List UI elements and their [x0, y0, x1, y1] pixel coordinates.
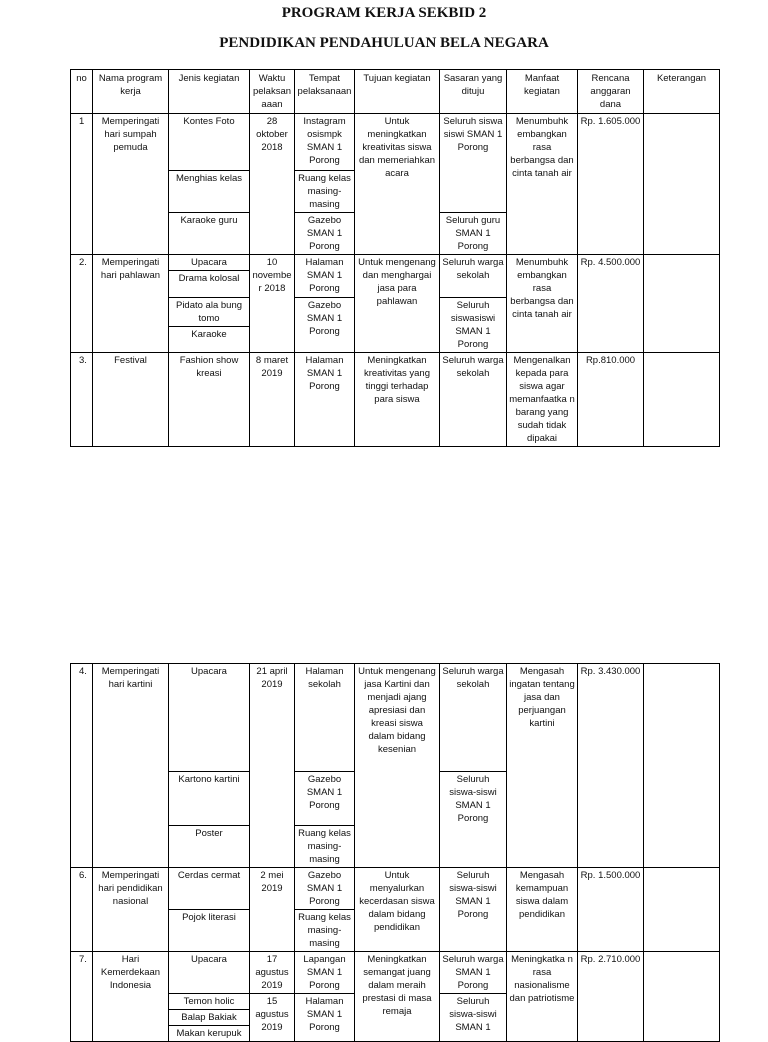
- header-manfaat: Manfaat kegiatan: [507, 70, 578, 114]
- cell-no: 6.: [71, 868, 93, 952]
- cell-jenis: Upacara: [169, 664, 250, 772]
- cell-nama: Festival: [93, 353, 169, 447]
- cell-waktu: 17 agustus 2019: [250, 952, 295, 994]
- cell-anggaran: Rp. 4.500.000: [578, 255, 644, 353]
- document-title: PROGRAM KERJA SEKBID 2: [281, 5, 487, 21]
- cell-nama: Memperingati hari pahlawan: [93, 255, 169, 353]
- table-row: [71, 868, 720, 910]
- cell-nama: Memperingati hari kartini: [93, 664, 169, 868]
- cell-tujuan: Untuk menyalurkan kecerdasan siswa dalam bidang pendidikan: [355, 868, 440, 952]
- cell-sasaran: Seluruh siswa-siswi SMAN 1: [440, 994, 507, 1042]
- header-sasaran: Sasaran yang dituju: [440, 70, 507, 114]
- cell-jenis: Kartono kartini: [169, 772, 250, 826]
- cell-sasaran: Seluruh siswasiswi SMAN 1 Porong: [440, 298, 507, 353]
- cell-jenis: Karaoke: [169, 327, 250, 353]
- cell-tujuan: Untuk meningkatkan kreativitas siswa dan memeriahkan acara: [355, 114, 440, 255]
- cell-sasaran: Seluruh warga sekolah: [440, 255, 507, 298]
- cell-no: 4.: [71, 664, 93, 868]
- cell-anggaran: Rp. 2.710.000: [578, 952, 644, 1042]
- table-row: [71, 952, 720, 994]
- program-table-page-1: [70, 69, 720, 447]
- cell-jenis: Makan kerupuk: [169, 1026, 250, 1042]
- cell-jenis: Karaoke guru: [169, 213, 250, 255]
- cell-keterangan: [644, 353, 720, 447]
- header-jenis: Jenis kegiatan: [169, 70, 250, 114]
- cell-no: 1: [71, 114, 93, 255]
- header-tempat: Tempat pelaksanaan: [295, 70, 355, 114]
- cell-nama: Hari Kemerdekaan Indonesia: [93, 952, 169, 1042]
- document-subtitle: PENDIDIKAN PENDAHULUAN BELA NEGARA: [219, 35, 549, 51]
- cell-tempat: Gazebo SMAN 1 Porong: [295, 868, 355, 910]
- cell-manfaat: Meningkatka n rasa nasionalisme dan patriotisme: [507, 952, 578, 1042]
- cell-jenis: Temon holic: [169, 994, 250, 1010]
- cell-tempat: Halaman SMAN 1 Porong: [295, 255, 355, 298]
- cell-nama: Memperingati hari pendidikan nasional: [93, 868, 169, 952]
- cell-tempat: Halaman sekolah: [295, 664, 355, 772]
- cell-jenis: Upacara: [169, 255, 250, 271]
- table-row: [71, 114, 720, 171]
- table-row: [71, 353, 720, 447]
- cell-tempat: Ruang kelas masing-masing: [295, 826, 355, 868]
- cell-jenis: Menghias kelas: [169, 171, 250, 213]
- cell-tujuan: Meningkatkan kreativitas yang tinggi terhadap para siswa: [355, 353, 440, 447]
- cell-waktu: 2 mei 2019: [250, 868, 295, 952]
- cell-sasaran: Seluruh siswa siswi SMAN 1 Porong: [440, 114, 507, 213]
- cell-manfaat: Menumbuhk embangkan rasa berbangsa dan cinta tanah air: [507, 255, 578, 353]
- program-table-page-2: [70, 663, 720, 1042]
- cell-nama: Memperingati hari sumpah pemuda: [93, 114, 169, 255]
- cell-anggaran: Rp. 1.500.000: [578, 868, 644, 952]
- cell-jenis: Cerdas cermat: [169, 868, 250, 910]
- cell-tempat: Gazebo SMAN 1 Porong: [295, 772, 355, 826]
- header-no: no: [71, 70, 93, 114]
- table-row: [71, 255, 720, 271]
- cell-tempat: Gazebo SMAN 1 Porong: [295, 213, 355, 255]
- cell-keterangan: [644, 952, 720, 1042]
- cell-manfaat: Mengasah ingatan tentang jasa dan perjuangan kartini: [507, 664, 578, 868]
- cell-tujuan: Untuk mengenang jasa Kartini dan menjadi ajang apresiasi dan kreasi siswa dalam bidang kesenian: [355, 664, 440, 868]
- cell-sasaran: Seluruh guru SMAN 1 Porong: [440, 213, 507, 255]
- cell-waktu: 15 agustus 2019: [250, 994, 295, 1042]
- cell-jenis: Drama kolosal: [169, 271, 250, 298]
- cell-tempat: Instagram osismpk SMAN 1 Porong: [295, 114, 355, 171]
- table-row: [71, 664, 720, 772]
- cell-sasaran: Seluruh warga sekolah: [440, 664, 507, 772]
- cell-jenis: Balap Bakiak: [169, 1010, 250, 1026]
- cell-no: 7.: [71, 952, 93, 1042]
- cell-tempat: Halaman SMAN 1 Porong: [295, 353, 355, 447]
- cell-tempat: Lapangan SMAN 1 Porong: [295, 952, 355, 994]
- cell-jenis: Pidato ala bung tomo: [169, 298, 250, 327]
- cell-manfaat: Mengasah kemampuan siswa dalam pendidikan: [507, 868, 578, 952]
- cell-tempat: Ruang kelas masing-masing: [295, 171, 355, 213]
- cell-anggaran: Rp. 1.605.000: [578, 114, 644, 255]
- cell-tujuan: Meningkatkan semangat juang dalam meraih prestasi di masa remaja: [355, 952, 440, 1042]
- cell-waktu: 10 november 2018: [250, 255, 295, 353]
- cell-tujuan: Untuk mengenang dan menghargai jasa para pahlawan: [355, 255, 440, 353]
- cell-jenis: Kontes Foto: [169, 114, 250, 171]
- cell-anggaran: Rp. 3.430.000: [578, 664, 644, 868]
- cell-keterangan: [644, 114, 720, 255]
- header-keterangan: Keterangan: [644, 70, 720, 114]
- cell-jenis: Poster: [169, 826, 250, 868]
- header-nama: Nama program kerja: [93, 70, 169, 114]
- cell-keterangan: [644, 868, 720, 952]
- cell-keterangan: [644, 255, 720, 353]
- cell-sasaran: Seluruh warga sekolah: [440, 353, 507, 447]
- cell-anggaran: Rp.810.000: [578, 353, 644, 447]
- cell-sasaran: Seluruh siswa-siswi SMAN 1 Porong: [440, 772, 507, 868]
- cell-sasaran: Seluruh siswa-siswi SMAN 1 Porong: [440, 868, 507, 952]
- cell-waktu: 8 maret 2019: [250, 353, 295, 447]
- cell-no: 2.: [71, 255, 93, 353]
- header-anggaran: Rencana anggaran dana: [578, 70, 644, 114]
- cell-no: 3.: [71, 353, 93, 447]
- cell-manfaat: Mengenalkan kepada para siswa agar memanfaatka n barang yang sudah tidak dipakai: [507, 353, 578, 447]
- cell-manfaat: Menumbuhk embangkan rasa berbangsa dan cinta tanah air: [507, 114, 578, 255]
- cell-tempat: Halaman SMAN 1 Porong: [295, 994, 355, 1042]
- cell-tempat: Ruang kelas masing-masing: [295, 910, 355, 952]
- cell-waktu: 28 oktober 2018: [250, 114, 295, 255]
- cell-waktu: 21 april 2019: [250, 664, 295, 868]
- header-tujuan: Tujuan kegiatan: [355, 70, 440, 114]
- cell-jenis: Upacara: [169, 952, 250, 994]
- cell-keterangan: [644, 664, 720, 868]
- cell-sasaran: Seluruh warga SMAN 1 Porong: [440, 952, 507, 994]
- cell-jenis: Fashion show kreasi: [169, 353, 250, 447]
- table-header-row: [71, 70, 720, 114]
- header-waktu: Waktu pelaksan aaan: [250, 70, 295, 114]
- cell-jenis: Pojok literasi: [169, 910, 250, 952]
- cell-tempat: Gazebo SMAN 1 Porong: [295, 298, 355, 353]
